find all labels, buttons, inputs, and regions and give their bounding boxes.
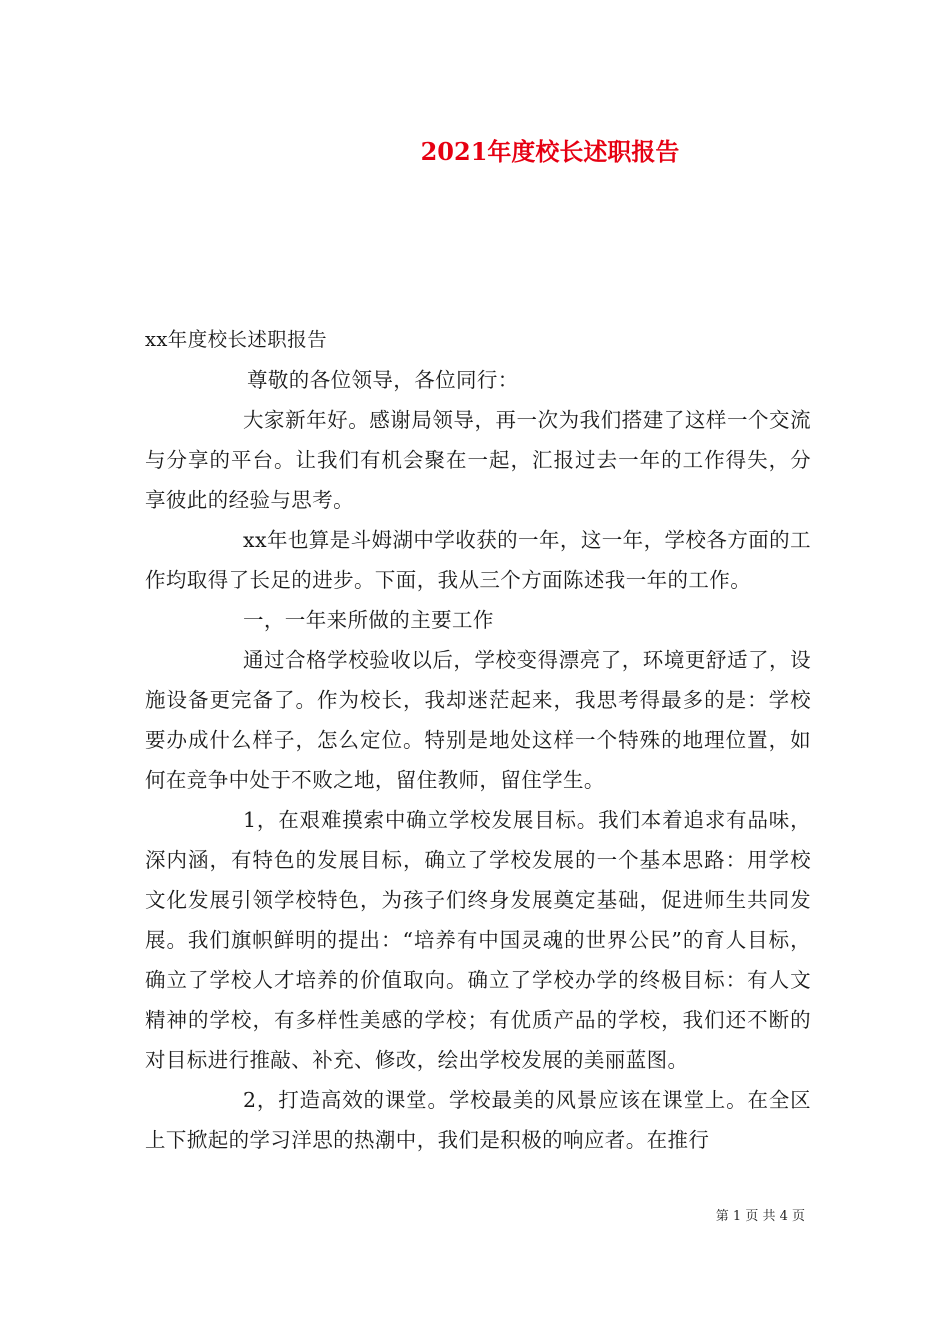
document-subtitle: xx年度校长述职报告 [145,328,327,351]
paragraph-main-work: 通过合格学校验收以后，学校变得漂亮了，环境更舒适了，设施设备更完备了。作为校长，我却迷茫起来，我思考得最多的是：学校要办成什么样子，怎么定位。特别是地处这样一个特殊的地理位置，如何在竞争中处于不败之地，留住教师，留住学生。 [145,648,811,792]
page-footer: 第 1 页 共 4 页 [715,1209,805,1224]
section-heading-1: 一，一年来所做的主要工作 [243,608,494,632]
paragraph-item-2: 2，打造高效的课堂。学校最美的风景应该在课堂上。在全区上下掀起的学习洋思的热潮中，我们是积极的响应者。在推行 [145,1088,811,1152]
document-title: 2021年度校长述职报告 [420,137,680,166]
paragraph-greeting: 尊敬的各位领导，各位同行： [247,368,519,392]
paragraph-overview: xx年也算是斗姆湖中学收获的一年，这一年，学校各方面的工作均取得了长足的进步。下面，我从三个方面陈述我一年的工作。 [145,528,811,592]
paragraph-item-1: 1，在艰难摸索中确立学校发展目标。我们本着追求有品味，深内涵，有特色的发展目标，确立了学校发展的一个基本思路：用学校文化发展引领学校特色，为孩子们终身发展奠定基础，促进师生共同发展。我们旗帜鲜明的提出：“培养有中国灵魂的世界公民”的育人目标，确立了学校人才培养的价值取向。确立了学校办学的终极目标：有人文精神的学校，有多样性美感的学校；有优质产品的学校，我们还不断的对目标进行推敲、补充、修改，绘出学校发展的美丽蓝图。 [145,808,811,1072]
document-body [145,320,811,1160]
paragraph-opening: 大家新年好。感谢局领导，再一次为我们搭建了这样一个交流与分享的平台。让我们有机会聚在一起，汇报过去一年的工作得失，分享彼此的经验与思考。 [145,408,811,512]
